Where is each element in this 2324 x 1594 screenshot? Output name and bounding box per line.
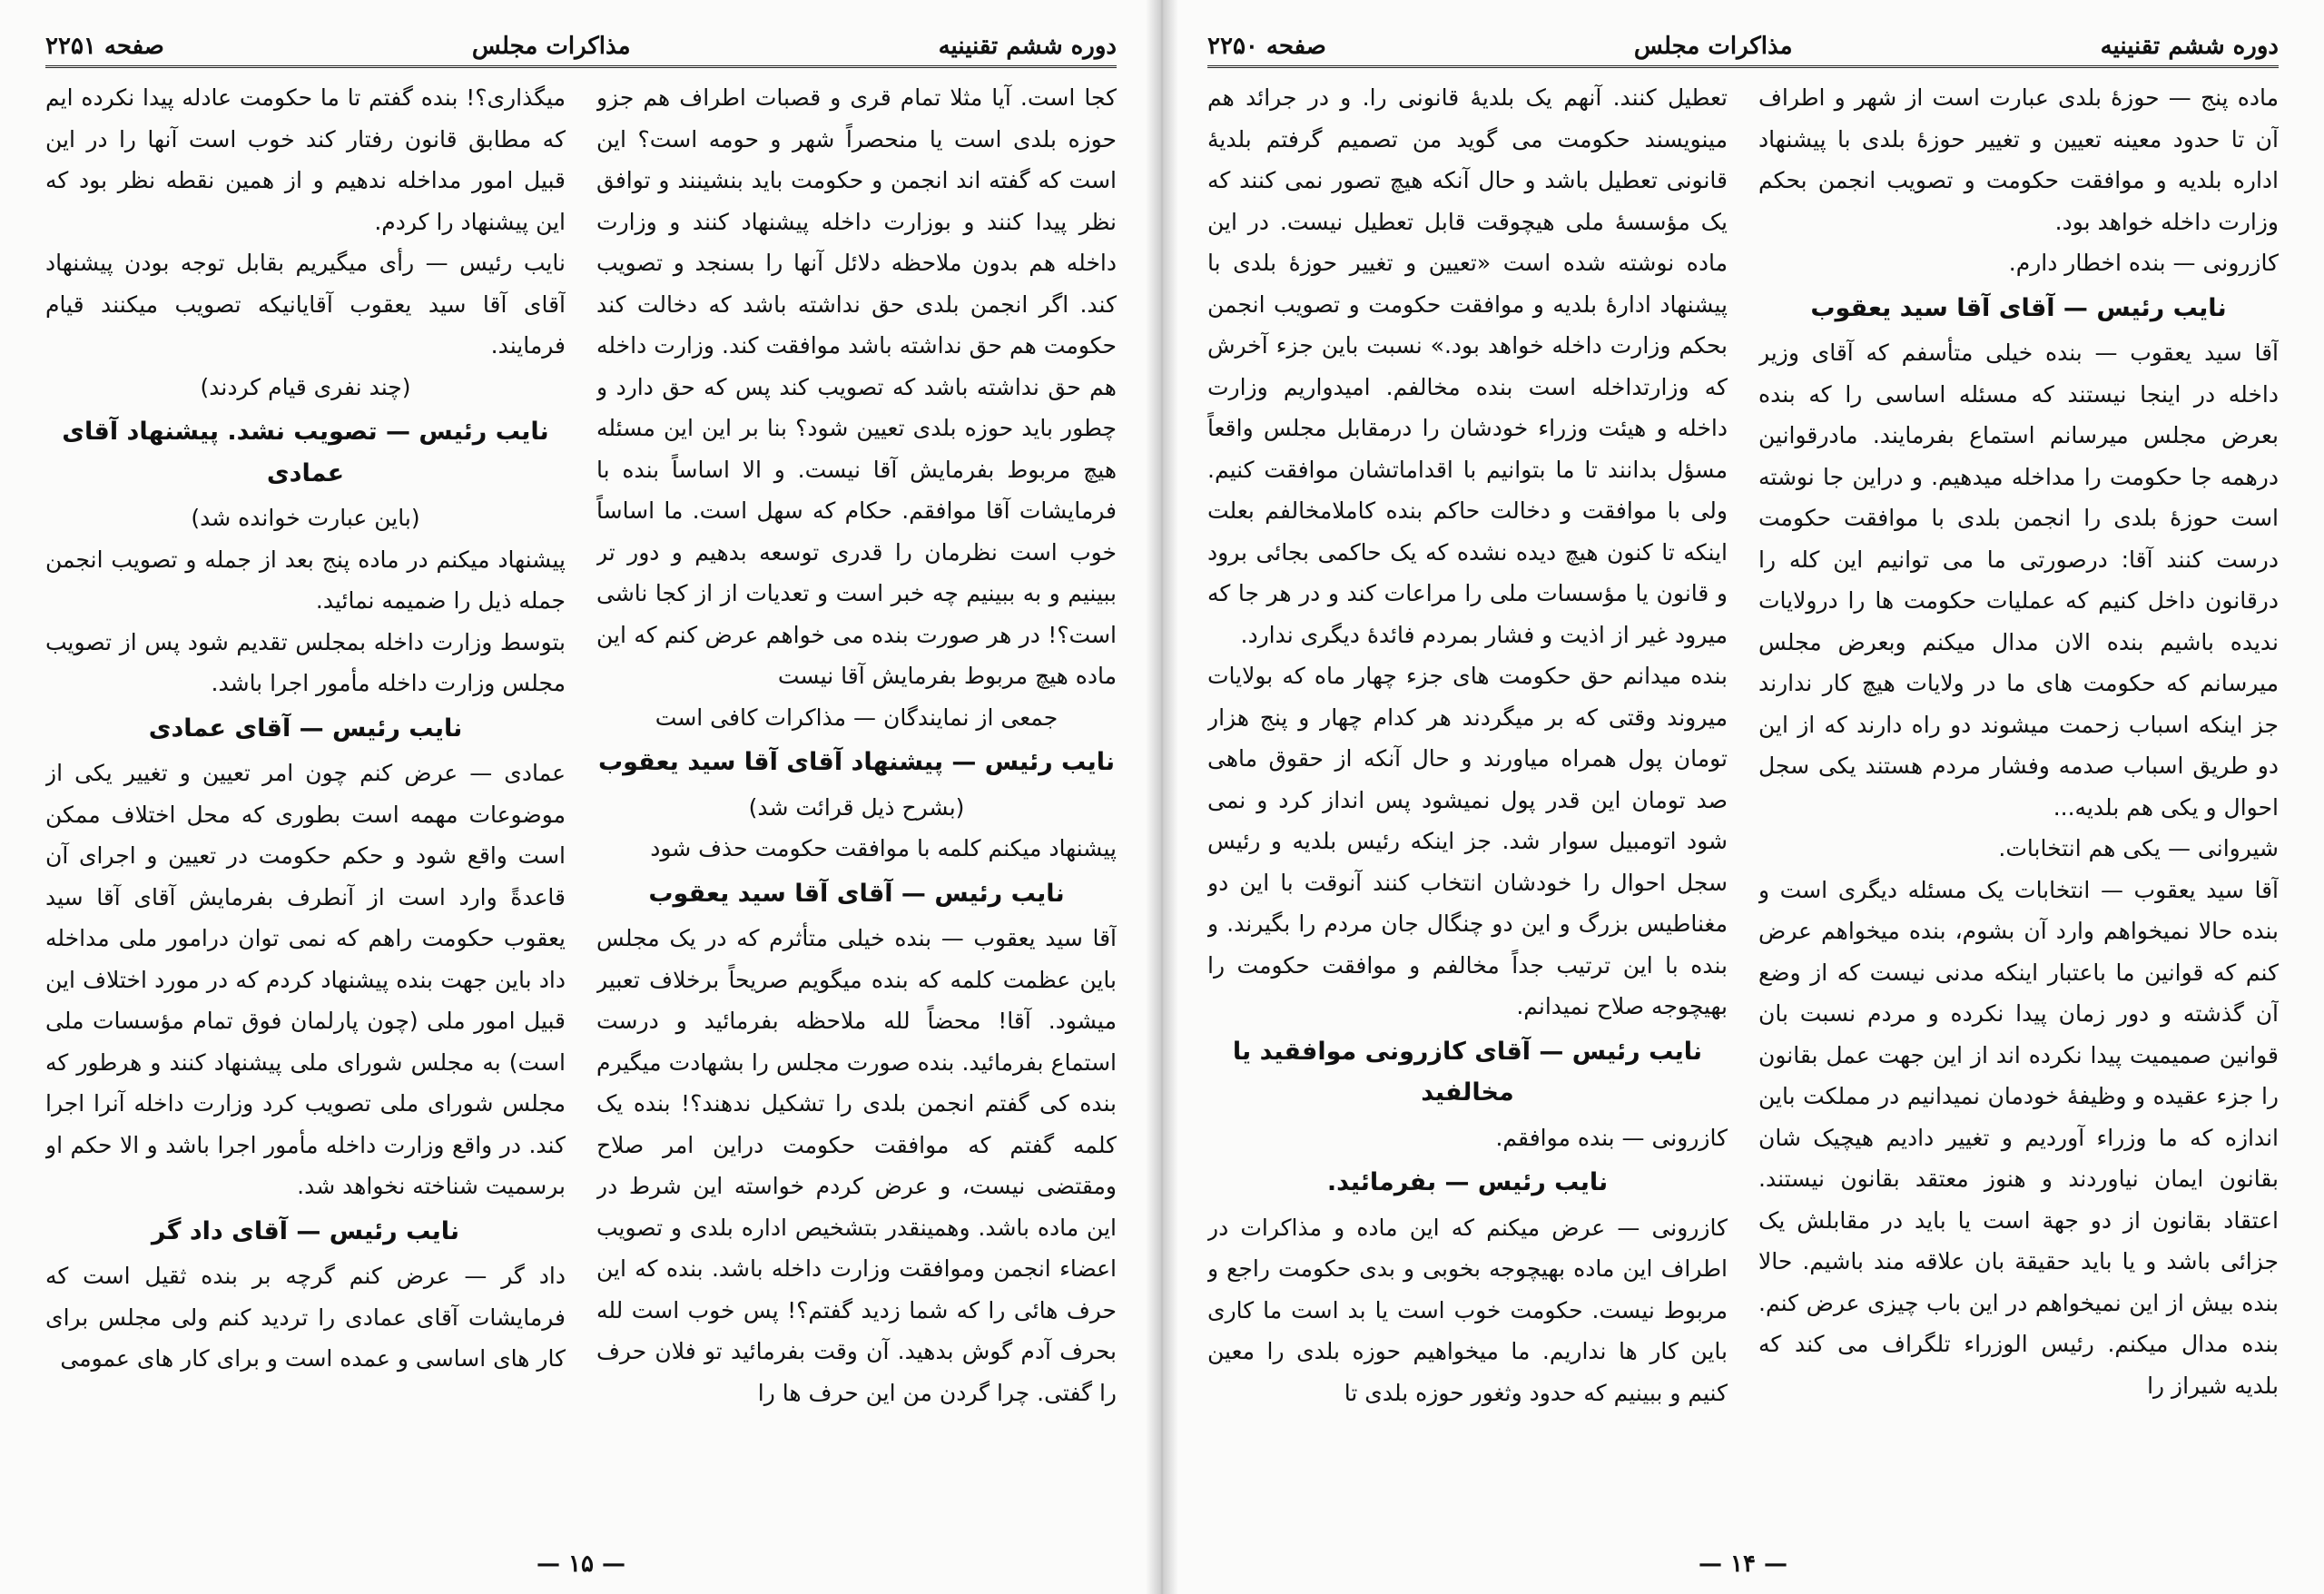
page-label: صفحه ۲۲۵۱ [45, 33, 164, 60]
speaker-heading: نایب رئیس — آقای داد گر [151, 1216, 460, 1245]
header-title: مذاکرات مجلس [1633, 33, 1793, 60]
paragraph: کازرونی — عرض میکنم که این ماده و مذاکرات در اطراف این ماده بهیچوجه بخوبی و بدی حکومت راجع و مربوط نیست. حکومت خوب است یا بد است ما کاری باین کار ها نداریم. ما میخواهیم حوزه بلدی را معین کنیم و ببینیم که حدود وثغور حوزه بلدی تا [1207, 1214, 1728, 1406]
paragraph: کجا است. آیا مثلا تمام قری و قصبات اطراف هم جزو حوزه بلدی است یا منحصراً شهر و حومه است؟ این است که گفته اند انجمن و حکومت باید بنشینند و توافق نظر پیدا کنند و بوزارت داخله پیشنهاد کنند و وزارت داخله هم بدون ملاحظه دلائل آنها را بسنجد و تصویب کند. اگر انجمن بلدی حق نداشته باشد که دخالت کند حکومت هم حق نداشته باشد موافقت کند. وزارت داخله هم حق نداشته باشد که تصویب کند پس که حق دارد و چطور باید حوزه بلدی تعیین شود؟ بنا بر این این مسئله هیچ مربوط بفرمایش آقا نیست. و الا اساساً بنده با فرمایشات آقا موافقم. حکام که سهل است. ما اساساً خوب است نظرمان را قدری توسعه بدهیم و دور تر ببینیم و به ببینیم چه خبر است و تعدیات از از کجا ناشی است؟! در هر صورت بنده می خواهم عرض کنم که این ماده هیچ مربوط بفرمایش آقا نیست [596, 84, 1117, 689]
speaker-heading: نایب رئیس — آقای آقا سید یعقوب [1810, 293, 2227, 322]
centered-note: (بشرح ذیل قرائت شد) [748, 793, 965, 821]
paragraph: پیشنهاد میکنم در ماده پنج بعد از جمله و تصویب انجمن جمله ذیل را ضمیمه نمائید. [45, 546, 566, 614]
paragraph: بنده میدانم حق حکومت های جزء چهار ماه که بولایات میروند وقتی که بر میگردند هر کدام چهار و پنج هزار تومان پول همراه میاورند و حال آنکه از حقوق ماهی صد تومان این قدر پول نمیشود پس انداز کرد و نمی شود اتومبیل سوار شد. جز اینکه رئیس بلدیه و رئیس سجل احوال را خودشان انتخاب کنند آنوقت با این دو مغناطیس بزرگ و این دو چنگال جان مردم را بگیرند. و بنده با این ترتیب جداً مخالفم و موافقت حکومت را بهیچوجه صلاح نمیدانم. [1207, 663, 1728, 1019]
paragraph: کازرونی — بنده موافقم. [1495, 1124, 1728, 1151]
speaker-heading: نایب رئیس — آقای آقا سید یعقوب [648, 879, 1065, 908]
paragraph: داد گر — عرض کنم گرچه بر بنده ثقیل است که فرمایشات آقای عمادی را تردید کنم ولی مجلس برای کار های اساسی و عمده است و برای کار های عمومی [45, 1263, 566, 1372]
paragraph: ماده پنج — حوزهٔ بلدی عبارت است از شهر و اطراف آن تا حدود معینه تعیین و تغییر حوزهٔ بلدی با پیشنهاد اداره بلدیه و موافقت حکومت و تصویب انجمن بحکم وزارت داخله خواهد بود. [1758, 84, 2279, 235]
speaker-heading: نایب رئیس — تصویب نشد. پیشنهاد آقای عمادی [62, 418, 549, 487]
speaker-heading: نایب رئیس — آقای کازرونی موافقید یا مخالفید [1232, 1037, 1703, 1107]
centered-note: (باین عبارت خوانده شد) [191, 505, 420, 531]
paragraph: کازرونی — بنده اخطار دارم. [2008, 250, 2279, 276]
paragraph: تعطیل کنند. آنهم یک بلدیهٔ قانونی را. و در جرائد هم مینویسند حکومت می گوید من تصمیم گرفتم بلدیهٔ قانونی تعطیل باشد و حال آنکه هیچ تصور نمی کنند که یک مؤسسهٔ ملی هیچوقت قابل تعطیل نیست. در این ماده نوشته شده است «تعیین و تغییر حوزهٔ بلدی با پیشنهاد ادارهٔ بلدیه و موافقت حکومت و تصویب انجمن بحکم وزارت داخله خواهد بود.» نسبت باین جزء آخرش که وزارتداخله است بنده مخالفم. امیدواریم وزارت داخله و هیئت وزراء خودشان را درمقابل مجلس واقعاً مسؤل بدانند تا ما بتوانیم با اقداماتشان موافقت کنیم. ولی با موافقت و دخالت حاکم بنده کاملامخالفم بعلت اینکه تا کنون هیچ دیده نشده که یک حاکمی بجائی برود و قانون یا مؤسسات ملی را مراعات کند و در هر جا که میرود غیر از اذیت و فشار بمردم فائدهٔ دیگری ندارد. [1207, 84, 1728, 648]
text-column-right [1758, 77, 2279, 1530]
text-column-right [596, 77, 1117, 1530]
left-page-header [45, 18, 1117, 68]
centered-note: (چند نفری قیام کردند) [200, 373, 411, 400]
page-label: صفحه ۲۲۵۰ [1207, 33, 1326, 60]
right-page-columns [1207, 77, 2279, 1530]
paragraph: پیشنهاد میکنم کلمه با موافقت حکومت حذف شود [650, 835, 1117, 861]
page-number: — ۱۵ — [536, 1550, 626, 1578]
paragraph: آقا سید یعقوب — بنده خیلی متأسفم که آقای وزیر داخله در اینجا نیستند که مسئله اساسی را که بنده بعرض مجلس میرسانم استماع بفرمایند. مادرقوانین درهمه جا حکومت را مداخله میدهیم. و دراین جا نوشته است حوزهٔ بلدی را انجمن بلدی با موافقت حکومت درست کنند آقا: درصورتی ما می توانیم این کله را درقانون داخل کنیم که عملیات حکومت ها را درولایات ندیده باشیم بنده الان مدال میکنم وبعرض مجلس میرسانم که حکومت های ما در ولایات هیچ کار ندارند جز اینکه اسباب زحمت میشوند دو راه دارند که از این دو طریق اسباب صدمه وفشار مردم هستند یکی سجل احوال و یکی هم بلدیه... [1758, 339, 2279, 821]
paragraph: میگذاری؟! بنده گفتم تا ما حکومت عادله پیدا نکرده ایم که مطابق قانون رفتار کند خوب است آنها را در این قبیل امور مداخله ندهیم و از همین نقطه نظر بود که این پیشنهاد را کردم. [45, 84, 566, 235]
speaker-heading: نایب رئیس — پیشنهاد آقای آقا سید یعقوب [597, 748, 1116, 776]
paragraph: عمادی — عرض کنم چون امر تعیین و تغییر یکی از موضوعات مهمه است بطوری که محل اختلاف ممکن است واقع شود و حکم حکومت در تعیین و اجرای آن قاعدةً وارد است از آنطرف بفرمایش آقای آقا سید یعقوب حکومت راهم که نمی توان درامور ملی مداخله داد باین جهت بنده پیشنهاد کردم که در مورد اختلاف این قبیل امور ملی (چون پارلمان فوق تمام مؤسسات ملی است) به مجلس شورای ملی پیشنهاد کنند و هرطور که مجلس شورای ملی تصویب کرد وزارت داخله آنرا اجرا کند. در واقع وزارت داخله مأمور اجرا باشد و الا حکم او برسمیت شناخته نخواهد شد. [45, 760, 566, 1199]
paragraph: آقا سید یعقوب — بنده خیلی متأثرم که در یک مجلس باین عظمت کلمه که بنده میگویم صریحاً برخلاف تعبیر میشود. آقا! محضاً لله ملاحظه بفرمائید و درست استماع بفرمائید. بنده صورت مجلس را بشهادت میگیرم بنده کی گفتم انجمن بلدی را تشکیل ندهند؟! بنده یک کلمه گفتم که موافقت حکومت دراین امر صلاح ومقتضی نیست، و عرض کردم خواسته این شرط در این ماده باشد. وهمینقدر بتشخیص اداره بلدی و تصویب اعضاء انجمن وموافقت وزارت داخله باشد. بنده که این حرف هائی را که شما زدید گفتم؟! پس خوب است لله بحرف آدم گوش بدهید. آن وقت بفرمائید تو فلان حرف را گفتی. چرا گردن من این حرف ها را [596, 925, 1117, 1406]
paragraph: نایب رئیس — رأی میگیریم بقابل توجه بودن پیشنهاد آقای آقا سید یعقوب آقایانیکه تصویب میکنند قیام فرمایند. [45, 250, 566, 359]
paragraph: شیروانی — یکی هم انتخابات. [1998, 835, 2279, 861]
left-page-columns [45, 77, 1117, 1530]
session-label: دوره ششم تقنینیه [2100, 33, 2279, 60]
speaker-heading: نایب رئیس — آقای عمادی [148, 713, 463, 743]
paragraph: آقا سید یعقوب — انتخابات یک مسئله دیگری است و بنده حالا نمیخواهم وارد آن بشوم، بنده میخواهم عرض کنم که قوانین ما باعتبار اینکه مدنی نیست که از وضع آن گذشته و دور زمان پیدا نکرده و مردم نسبت بان قوانین صمیمیت پیدا نکرده اند از این جهت عمل بقانون را جزء عقیده و وظیفهٔ خودمان نمیدانیم در مملکت باین اندازه که ما وزراء آوردیم و تغییر دادیم هیچیک شان بقانون ایمان نیاوردند و هنوز معتقد بقانون نیستند. اعتقاد بقانون از دو جهة است یا باید در مقابلش یک جزائی باشد و یا باید حقیقة بان علاقه مند باشیم. حالا بنده بیش از این نمیخواهم در این باب چیزی عرض کنم. بنده مدال میکنم. رئیس الوزراء تلگراف می کند که بلدیه شیراز را [1758, 876, 2279, 1399]
text-column-left [1207, 77, 1728, 1530]
centered-note: جمعی از نمایندگان — مذاکرات کافی است [655, 704, 1059, 731]
paragraph: بتوسط وزارت داخله بمجلس تقدیم شود پس از تصویب مجلس وزارت داخله مأمور اجرا باشد. [45, 628, 566, 696]
header-title: مذاکرات مجلس [471, 33, 631, 60]
speaker-heading: نایب رئیس — بفرمائید. [1326, 1168, 1609, 1196]
session-label: دوره ششم تقنینیه [938, 33, 1117, 60]
text-column-left [45, 77, 566, 1530]
page-number: — ۱۴ — [1698, 1550, 1788, 1578]
right-page-header [1207, 18, 2279, 68]
right-page [1162, 0, 2324, 1594]
